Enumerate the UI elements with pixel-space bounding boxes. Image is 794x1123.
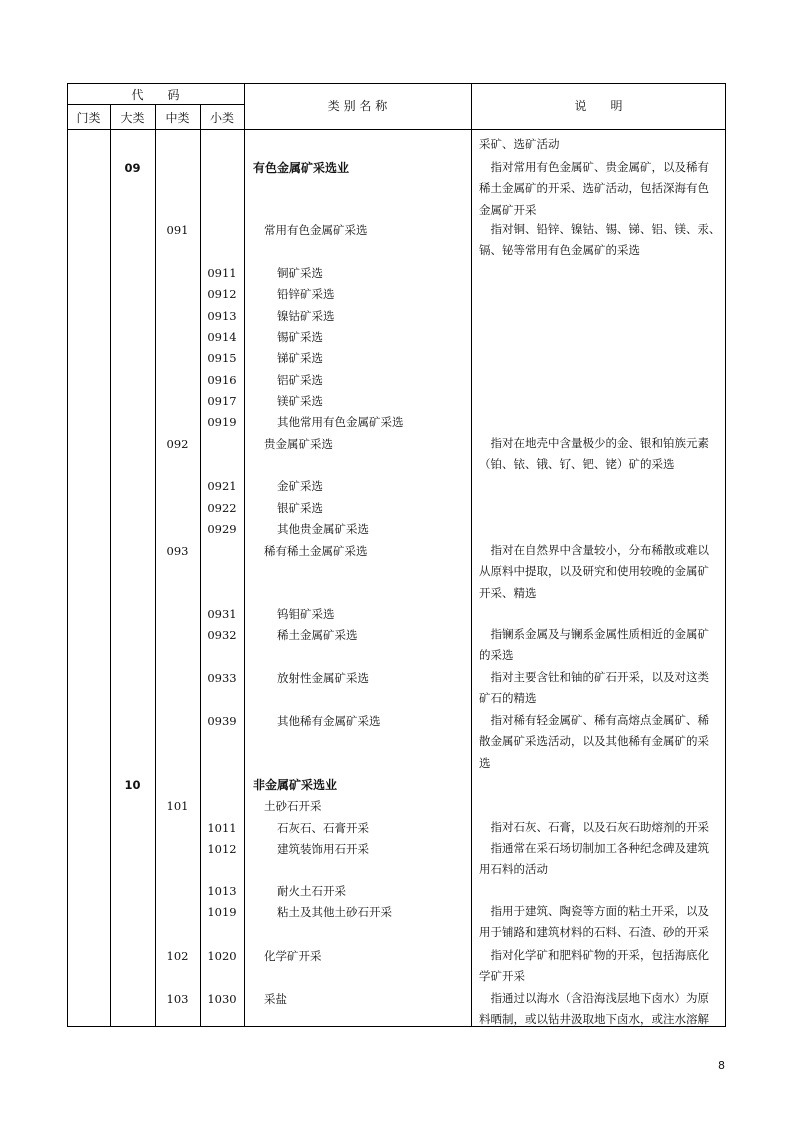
category-name: 石灰石、石膏开采 xyxy=(277,821,369,835)
code-da: 10 xyxy=(124,778,141,792)
category-description xyxy=(479,157,721,221)
category-name: 镁矿采选 xyxy=(277,394,323,408)
code-xiao: 0919 xyxy=(207,415,237,429)
category-name: 铜矿采选 xyxy=(277,266,323,280)
header-desc: 说 明 xyxy=(574,99,623,113)
category-name: 贵金属矿采选 xyxy=(264,437,333,451)
description-line: 指通常在采石场切制加工各种纪念碑及建筑 xyxy=(479,841,709,855)
category-description xyxy=(479,624,721,667)
header-code: 代 码 xyxy=(131,88,180,102)
category-name: 稀土金属矿采选 xyxy=(277,628,358,642)
category-description xyxy=(479,667,721,710)
code-xiao: 0916 xyxy=(207,373,237,387)
category-name: 其他贵金属矿采选 xyxy=(277,522,369,536)
code-xiao: 0911 xyxy=(207,266,237,280)
code-xiao: 0931 xyxy=(207,607,237,621)
code-xiao: 1019 xyxy=(207,905,237,919)
category-name: 常用有色金属矿采选 xyxy=(264,223,368,237)
code-zhong: 103 xyxy=(166,992,189,1006)
description-line: 采矿、选矿活动 xyxy=(479,137,560,151)
description-line: 料晒制，或以钻井汲取地下卤水，或注水溶解 xyxy=(479,1012,709,1027)
code-xiao: 1013 xyxy=(207,884,237,898)
category-name: 金矿采选 xyxy=(277,479,323,493)
category-description xyxy=(479,433,721,476)
code-zhong: 093 xyxy=(166,544,189,558)
category-name: 镍钴矿采选 xyxy=(277,309,335,323)
header-men: 门类 xyxy=(76,111,101,125)
description-line: 稀土金属矿的开采、选矿活动，包括深海有色 xyxy=(479,181,709,196)
description-line: 矿石的精选 xyxy=(479,691,537,706)
description-line: 从原料中提取，以及研究和使用较晚的金属矿 xyxy=(479,564,709,579)
code-xiao: 0933 xyxy=(207,671,237,685)
code-zhong: 092 xyxy=(166,437,189,451)
category-description xyxy=(479,945,721,988)
category-description xyxy=(479,134,721,155)
description-line: 指对主要含钍和铀的矿石开采，以及对这类 xyxy=(479,670,709,684)
code-zhong: 091 xyxy=(166,223,189,237)
code-xiao: 1012 xyxy=(207,842,237,856)
code-zhong: 102 xyxy=(166,949,189,963)
description-line: 的采选 xyxy=(479,648,514,663)
header-name: 类 别 名 称 xyxy=(327,99,388,113)
col-divider-men xyxy=(110,104,111,1027)
category-name: 采盐 xyxy=(264,992,287,1006)
category-description xyxy=(479,710,721,774)
category-name: 锑矿采选 xyxy=(277,351,323,365)
category-description xyxy=(479,219,721,262)
description-line: 指对在地壳中含量极少的金、银和铂族元素 xyxy=(479,436,709,450)
category-name: 粘土及其他土砂石开采 xyxy=(277,905,392,919)
category-name: 化学矿开采 xyxy=(264,949,322,963)
header-zhong: 中类 xyxy=(165,111,190,125)
category-name: 锡矿采选 xyxy=(277,330,323,344)
page-number: 8 xyxy=(718,1059,725,1072)
description-line: 指通过以海水（含沿海浅层地下卤水）为原 xyxy=(479,991,709,1005)
category-name: 放射性金属矿采选 xyxy=(277,671,369,685)
description-line: （铂、铱、锇、钌、钯、铑）矿的采选 xyxy=(479,457,675,472)
category-name: 建筑装饰用石开采 xyxy=(277,842,369,856)
description-line: 用石料的活动 xyxy=(479,862,548,877)
category-description xyxy=(479,988,721,1031)
header-bottom-line xyxy=(67,129,726,130)
description-line: 指对化学矿和肥料矿物的开采，包括海底化 xyxy=(479,948,709,962)
category-description xyxy=(479,901,721,944)
code-xiao: 0921 xyxy=(207,479,237,493)
category-description xyxy=(479,540,721,604)
description-line: 指用于建筑、陶瓷等方面的粘土开采，以及 xyxy=(479,904,709,918)
category-name: 土砂石开采 xyxy=(264,799,322,813)
description-line: 指对石灰、石膏，以及石灰石助熔剂的开采 xyxy=(479,820,709,834)
description-line: 指镧系金属及与镧系金属性质相近的金属矿 xyxy=(479,627,709,641)
col-divider-da xyxy=(155,104,156,1027)
code-xiao: 0939 xyxy=(207,714,237,728)
category-description xyxy=(479,817,721,838)
code-xiao: 0922 xyxy=(207,501,237,515)
category-name: 有色金属矿采选业 xyxy=(253,161,350,175)
description-line: 选 xyxy=(479,755,491,770)
description-line: 指对常用有色金属矿、贵金属矿，以及稀有 xyxy=(479,160,709,174)
code-xiao: 1011 xyxy=(207,821,237,835)
category-name: 耐火土石开采 xyxy=(277,884,346,898)
header-xiao: 小类 xyxy=(209,111,234,125)
category-name: 其他常用有色金属矿采选 xyxy=(277,415,404,429)
description-line: 散金属矿采选活动，以及其他稀有金属矿的采 xyxy=(479,734,709,749)
col-divider-name xyxy=(471,83,472,1027)
description-line: 用于铺路和建筑材料的石料、石渣、砂的开采 xyxy=(479,925,709,940)
header-code-divider xyxy=(67,104,244,105)
code-xiao: 0932 xyxy=(207,628,237,642)
header-da: 大类 xyxy=(120,111,145,125)
description-line: 指对稀有轻金属矿、稀有高熔点金属矿、稀 xyxy=(479,713,709,727)
code-da: 09 xyxy=(124,161,141,175)
code-xiao: 0915 xyxy=(207,351,237,365)
category-name: 银矿采选 xyxy=(277,501,323,515)
description-line: 镉、铋等常用有色金属矿的采选 xyxy=(479,243,640,258)
category-name: 稀有稀土金属矿采选 xyxy=(264,544,368,558)
code-xiao: 0912 xyxy=(207,287,237,301)
code-xiao: 0914 xyxy=(207,330,237,344)
category-description xyxy=(479,838,721,881)
code-zhong: 101 xyxy=(166,799,189,813)
description-line: 学矿开采 xyxy=(479,969,525,984)
code-xiao: 1030 xyxy=(207,992,237,1006)
description-line: 金属矿开采 xyxy=(479,202,537,217)
code-xiao: 0929 xyxy=(207,522,237,536)
description-line: 指对在自然界中含量较小，分布稀散或难以 xyxy=(479,543,709,557)
code-xiao: 0917 xyxy=(207,394,237,408)
category-name: 铝矿采选 xyxy=(277,373,323,387)
description-line: 指对铜、铅锌、镍钴、锡、锑、铝、镁、汞、 xyxy=(479,222,721,236)
code-xiao: 1020 xyxy=(207,949,237,963)
description-line: 开采、精选 xyxy=(479,585,537,600)
col-divider-xiao xyxy=(244,83,245,1027)
category-name: 其他稀有金属矿采选 xyxy=(277,714,381,728)
category-name: 铅锌矿采选 xyxy=(277,287,335,301)
category-name: 非金属矿采选业 xyxy=(253,778,338,792)
code-xiao: 0913 xyxy=(207,309,237,323)
category-name: 钨钼矿采选 xyxy=(277,607,335,621)
